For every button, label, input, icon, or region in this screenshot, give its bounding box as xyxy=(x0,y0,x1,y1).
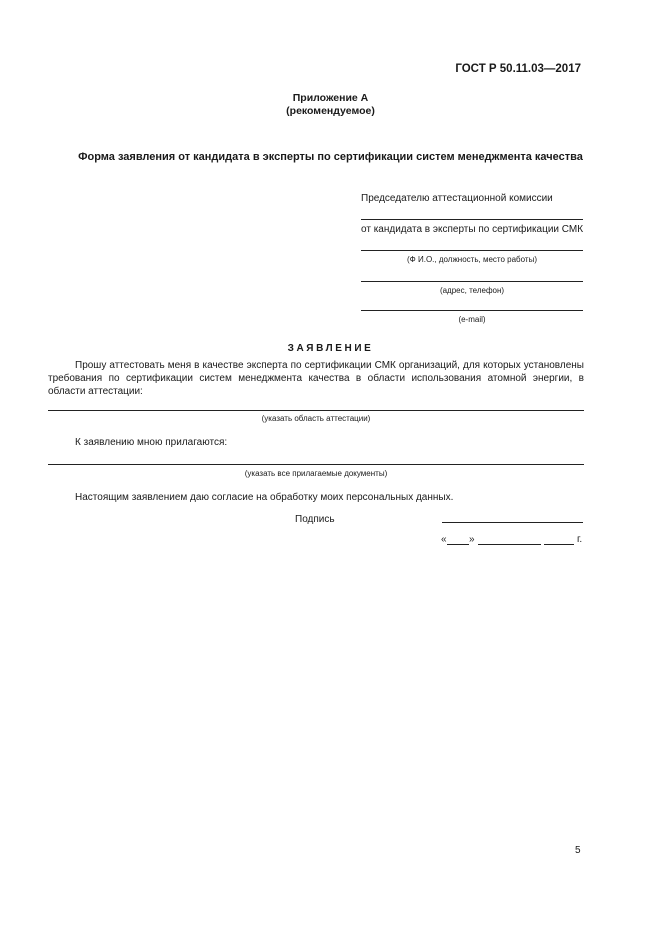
fio-line[interactable] xyxy=(361,250,583,251)
attachments-line[interactable] xyxy=(48,464,584,465)
date-open-quote: « xyxy=(441,534,447,545)
addressee-from: от кандидата в эксперты по сертификации СМК xyxy=(361,224,584,235)
date-year-line[interactable] xyxy=(544,544,574,545)
scope-caption: (указать область аттестации) xyxy=(261,414,371,423)
appendix-subtitle: (рекомендуемое) xyxy=(286,105,375,117)
email-line[interactable] xyxy=(361,310,583,311)
attachments-label: К заявлению мною прилагаются: xyxy=(75,437,228,448)
address-line[interactable] xyxy=(361,281,583,282)
attachments-caption: (указать все прилагаемые документы) xyxy=(244,469,388,478)
date-close-quote: » xyxy=(469,534,475,545)
date-month-line[interactable] xyxy=(478,544,541,545)
document-code: ГОСТ Р 50.11.03—2017 xyxy=(455,63,581,75)
address-caption: (адрес, телефон) xyxy=(439,286,505,295)
page-number: 5 xyxy=(575,845,581,856)
form-title: Форма заявления от кандидата в эксперты по сертификации систем менеджмента качества xyxy=(78,151,583,163)
date-day-line[interactable] xyxy=(447,544,469,545)
addressee-blank-line[interactable] xyxy=(361,219,583,220)
appendix-title: Приложение А xyxy=(292,92,369,104)
email-caption: (e-mail) xyxy=(458,315,486,324)
signature-label: Подпись xyxy=(295,514,335,525)
consent-text: Настоящим заявлением даю согласие на обработку моих персональных данных. xyxy=(75,492,454,503)
addressee-to: Председателю аттестационной комиссии xyxy=(361,193,553,204)
scope-line[interactable] xyxy=(48,410,584,411)
request-paragraph: Прошу аттестовать меня в качестве эксперта по сертификации СМК организаций, для которых установлены требования по сертификации систем менеджмента качества в области использования атомной энергии, в области аттестации: xyxy=(48,360,584,397)
signature-line[interactable] xyxy=(442,522,583,523)
statement-heading: ЗАЯВЛЕНИЕ xyxy=(287,343,374,354)
date-year-suffix: г. xyxy=(577,534,583,545)
fio-caption: (Ф И.О., должность, место работы) xyxy=(407,255,537,264)
